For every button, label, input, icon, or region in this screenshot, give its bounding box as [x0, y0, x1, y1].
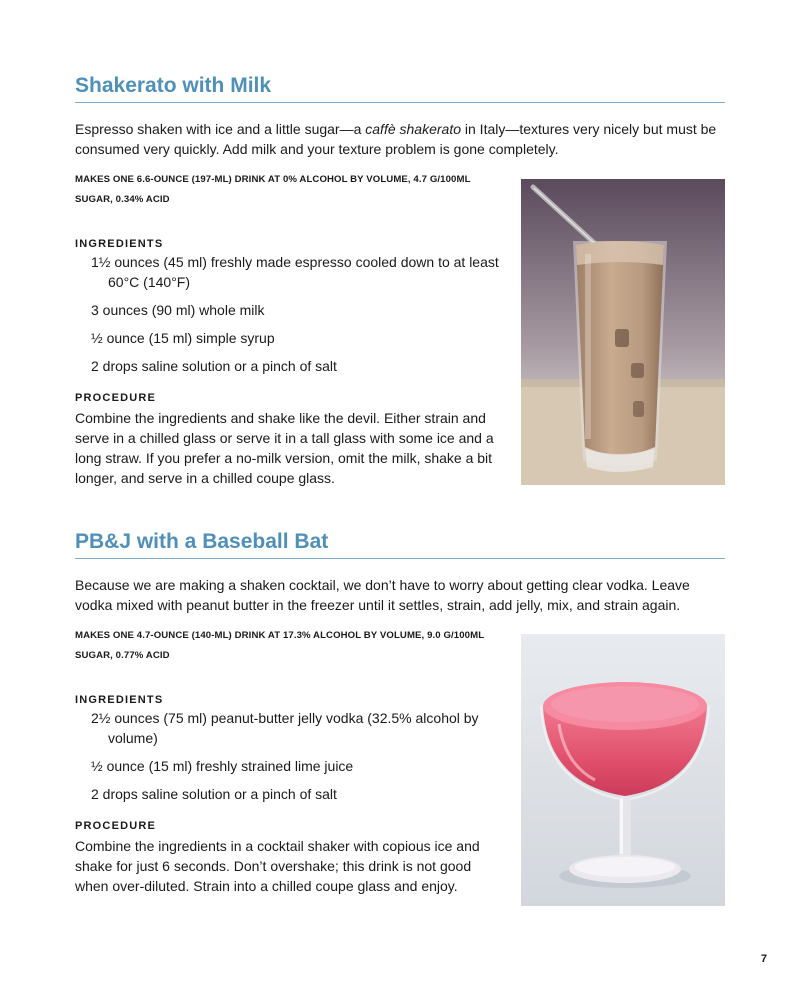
page-number: 7	[760, 953, 767, 965]
ingredient-item: 3 ounces (90 ml) whole milk	[91, 302, 265, 318]
recipe-intro: Espresso shaken with ice and a little sugar—a caffè shakerato in Italy—textures very nicely but must be consumed very quickly. Add milk and your texture problem is gone completely.	[75, 121, 717, 157]
coupe-glass-illustration	[521, 634, 725, 906]
ingredients-list	[75, 252, 505, 376]
recipe-title: PB&J with a Baseball Bat	[75, 528, 725, 559]
italic-term: caffè shakerato	[365, 121, 461, 137]
recipe-shakerato	[75, 72, 725, 488]
ingredient-item: 2 drops saline solution or a pinch of salt	[91, 358, 337, 374]
procedure-heading: PROCEDURE	[75, 392, 157, 404]
yield-spec: MAKES ONE 4.7-OUNCE (140-ML) DRINK AT 17.3% ALCOHOL BY VOLUME, 9.0 G/100ML SUGAR, 0.77% ACID	[75, 630, 484, 661]
ingredient-item: ½ ounce (15 ml) freshly strained lime juice	[91, 758, 354, 774]
ingredient-item: 2 drops saline solution or a pinch of salt	[91, 786, 337, 802]
ingredient-item: 2½ ounces (75 ml) peanut-butter jelly vodka (32.5% alcohol by volume)	[91, 710, 479, 746]
procedure-text: Combine the ingredients and shake like the devil. Either strain and serve in a chilled glass or serve it in a tall glass with some ice and a long straw. If you prefer a no-milk version, omit the milk, shake a bit longer, and serve in a chilled coupe glass.	[75, 410, 494, 486]
pbj-photo	[521, 634, 725, 906]
shakerato-photo	[521, 179, 725, 485]
ingredient-item: 1½ ounces (45 ml) freshly made espresso cooled down to at least 60°C (140°F)	[91, 254, 499, 290]
ingredients-heading: INGREDIENTS	[75, 694, 164, 706]
ingredient-item: ½ ounce (15 ml) simple syrup	[91, 330, 275, 346]
ingredients-heading: INGREDIENTS	[75, 238, 164, 250]
procedure-text: Combine the ingredients in a cocktail shaker with copious ice and shake for just 6 seconds. Don’t overshake; this drink is not good when over-diluted. Strain into a chilled coupe glass and enjoy.	[75, 838, 480, 894]
recipe-pbj	[75, 528, 725, 896]
procedure-heading: PROCEDURE	[75, 820, 157, 832]
yield-spec: MAKES ONE 6.6-OUNCE (197-ML) DRINK AT 0% ALCOHOL BY VOLUME, 4.7 G/100ML SUGAR, 0.34% ACID	[75, 174, 471, 205]
recipe-title: Shakerato with Milk	[75, 72, 725, 103]
shakerato-glass-illustration	[521, 179, 725, 485]
ingredients-list	[75, 708, 505, 804]
recipe-intro: Because we are making a shaken cocktail, we don’t have to worry about getting clear vodka. Leave vodka mixed with peanut butter in the freezer until it settles, strain, add jelly, mix, and strain again.	[75, 577, 690, 613]
